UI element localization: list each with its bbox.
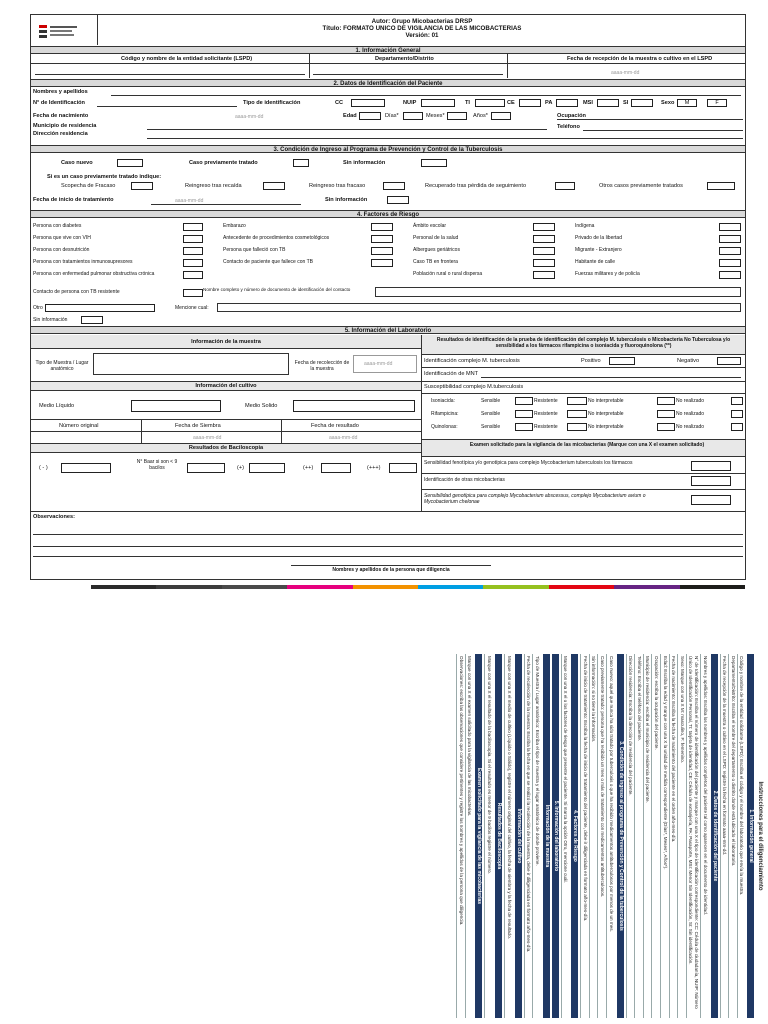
result-date-label: Fecha de resultado <box>311 423 359 429</box>
id-type-cc-label: CC <box>335 100 344 106</box>
occupation-label: Ocupación <box>557 113 586 119</box>
risk-col1-label: Persona con diabetes <box>33 223 82 229</box>
smear-plusplus-label: (++) <box>303 465 314 471</box>
risk-mention-label: Mencione cual: <box>175 305 209 311</box>
risk-col1-checkbox[interactable] <box>183 259 203 267</box>
contact-name-input[interactable] <box>375 287 741 297</box>
risk-no-info-checkbox[interactable] <box>81 316 103 324</box>
id-type-msi-label: MSI <box>583 100 593 106</box>
sex-m-checkbox[interactable]: M <box>677 99 697 107</box>
exam-genotypic-checkbox[interactable] <box>691 495 731 505</box>
color-bar-segment <box>353 585 418 589</box>
smear-plus-checkbox[interactable] <box>249 463 285 473</box>
sus-sensible-label: Sensible <box>481 424 501 430</box>
instructions-paragraph: Marque con una X el resultado de la baciloscopia. Si el resultado es menor de 9 bacilos registre el número. <box>484 654 493 1018</box>
instructions-paragraph: Fecha de nacimiento: Escriba la fecha de nacimiento del paciente en el orden año-mes-día. <box>669 654 678 1018</box>
age-months-checkbox[interactable] <box>447 112 467 120</box>
collect-date-placeholder: aaaa-mm-dd <box>364 361 393 367</box>
observations-label: Observaciones: <box>33 514 75 520</box>
new-case-checkbox[interactable] <box>117 159 143 167</box>
smear-plusplus-checkbox[interactable] <box>321 463 351 473</box>
section-3-title: 3. Condición de Ingreso al Programa de Prevención y Control de la Tuberculosis <box>31 145 745 153</box>
section-2-title: 2. Datos de Identificación del Paciente <box>31 79 745 87</box>
id-type-ti-label: TI <box>465 100 470 106</box>
instructions-paragraph: N° de Identificación: Escriba el número de identificación del paciente y marque con una X el tipo de identificación correspondiente: CC: Cédula de ciudadanía, NUIP: Número Único de Identificación Personal, TI: tarjeta de identidad, CE: Cédula de extranjería, PA: Pasaporte, MSI: Menor Sin Identificación, SI: Sin identificación. <box>686 654 700 1018</box>
solid-medium-label: Medio Solido <box>245 403 278 409</box>
secretaria-logo <box>39 23 79 43</box>
liquid-medium-checkbox[interactable] <box>131 400 221 412</box>
age-months-label: Meses* <box>426 113 445 119</box>
observations-line-1[interactable] <box>33 521 743 535</box>
sus-resistente-checkbox[interactable] <box>567 423 587 431</box>
instructions-paragraph: Fecha de recolección de la muestra: Escriba la fecha en que se realizó la recolección de la muestra, debe ir diligenciada en formato año-mes-día. <box>524 654 533 1018</box>
no-info-2-label: Sin información <box>325 197 368 203</box>
exam-sensitivity-checkbox[interactable] <box>691 461 731 471</box>
sow-date-input[interactable]: aaaa-mm-dd <box>193 435 222 441</box>
risk-col2-checkbox[interactable] <box>371 247 393 255</box>
entity-code-label: Código y nombre de la entidad solicitante (LSPD) <box>121 56 253 62</box>
instructions-section-header: 3. Condición de ingreso al programa de Prevención y Control de la tuberculosis <box>617 654 624 1018</box>
sus-no-realizado-label: No realizado <box>676 398 705 404</box>
risk-col2-checkbox[interactable] <box>371 259 393 267</box>
no-info-label: Sin información <box>343 160 386 166</box>
id-results-title: Resultados de identificación de la prueba de identificación del complejo M. tuberculosis o Micobacteria No Tuberculosa y/o sensibilidad a los fármacos rifampicina o isoniacida y fluoroquinolona (**) <box>436 337 731 349</box>
instructions-section-header: 2. Datos de identificación del paciente <box>711 654 718 1018</box>
header-title: Título: FORMATO UNICO DE VIGILANCIA DE LAS MICOBACTERIAS <box>322 25 522 32</box>
result-date-input[interactable]: aaaa-mm-dd <box>329 435 358 441</box>
exam-sensitivity-label: Sensibilidad fenotípica y/o genotípica para complejo Mycobacterium tuberculosis los fármacos <box>424 460 633 466</box>
solid-medium-checkbox[interactable] <box>293 400 415 412</box>
id-type-label: Tipo de identificación <box>243 100 301 106</box>
sus-sensible-label: Sensible <box>481 411 501 417</box>
id-type-ti-checkbox[interactable] <box>475 99 505 107</box>
sus-no-realizado-checkbox[interactable] <box>731 410 743 418</box>
age-years-checkbox[interactable] <box>491 112 511 120</box>
treatment-start-label: Fecha de inicio de tratamiento <box>33 197 114 203</box>
treatment-start-field[interactable] <box>151 196 301 205</box>
color-bar-segment <box>483 585 548 589</box>
instructions-section-header: Información del cultivo <box>515 654 522 1018</box>
risk-other-checkbox[interactable] <box>45 304 155 312</box>
risk-col1-checkbox[interactable] <box>183 289 203 297</box>
risk-col3-checkbox[interactable] <box>533 259 555 267</box>
smear-plusplusplus-checkbox[interactable] <box>389 463 417 473</box>
new-case-label: Caso nuevo <box>61 160 93 166</box>
collect-date-input[interactable] <box>353 355 417 373</box>
mnt-id-input[interactable] <box>481 370 741 378</box>
risk-col4-checkbox[interactable] <box>719 247 741 255</box>
header-author: Autor: Grupo Micobacterias DRSP <box>371 18 473 25</box>
observations-line-2[interactable] <box>33 535 743 547</box>
collect-date-label: Fecha de recolección de la muestra <box>294 360 350 372</box>
risk-col1-checkbox[interactable] <box>183 247 203 255</box>
sus-sensible-checkbox[interactable] <box>515 410 533 418</box>
risk-col4-checkbox[interactable] <box>719 259 741 267</box>
smear-results-header <box>31 443 421 453</box>
risk-col3-label: Albergues geriátricos <box>413 247 460 253</box>
exam-title: Examen solicitado para la vigilancia de las micobacterias (Marque con una X el examen solicitado) <box>469 442 705 448</box>
instructions-paragraph: Caso previamente tratado: persona que ha recibido un mes o más de tratamiento con medicamentos antituberculosos. <box>598 654 607 1018</box>
option-otros-label: Otros casos previamente tratados <box>599 183 683 189</box>
instructions-section-header: Información de la muestra <box>543 654 550 1018</box>
sus-no-interpretable-label: No interpretable <box>588 398 624 404</box>
instructions-paragraph: Teléfono: Escriba el teléfono del paciente. <box>634 654 643 1018</box>
instructions-paragraph: Fecha de recepción de la muestra o cultivo en el LSPD: registre la fecha en formato aaaa-mm-dd. <box>720 654 729 1018</box>
risk-other-label: Otro <box>33 305 43 311</box>
risk-col1-checkbox[interactable] <box>183 235 203 243</box>
exam-genotypic-label: Sensibilidad genotípica para complejo Mycobacterium abscessus, complejo Mycobacterium avium o Mycobacterium chelonae <box>424 493 646 505</box>
id-type-nuip-label: NUIP <box>403 100 417 106</box>
sus-no-realizado-checkbox[interactable] <box>731 423 743 431</box>
age-years-label: Años* <box>473 113 488 119</box>
risk-mention-input[interactable] <box>217 303 741 312</box>
mnt-id-label: Identificación de MNT <box>424 371 479 377</box>
positive-label: Positivo <box>581 358 601 364</box>
sus-no-interpretable-label: No interpretable <box>588 424 624 430</box>
sus-no-realizado-label: No realizado <box>676 424 705 430</box>
instructions-paragraph: Edad: Escriba la edad y marque con una X la unidad de medida correspondiente (Días*, Meses*, Años*). <box>660 654 669 1018</box>
municipality-input[interactable] <box>147 122 547 130</box>
risk-col1-label: Contacto de persona con TB resistente <box>33 289 120 295</box>
instructions-title: Instrucciones para el diligenciamiento <box>757 781 763 891</box>
id-type-ce-label: CE <box>507 100 515 106</box>
instructions-paragraph: Código y nombre de la entidad solicitante (LSPD): Escriba el código y el nombre del laboratorio que envía la muestra. <box>737 654 746 1018</box>
liquid-medium-label: Medio Líquido <box>39 403 75 409</box>
address-input[interactable] <box>147 131 743 139</box>
instructions-paragraph: Departamento/Distrito: Escriba el nombre del departamento o distrito donde está ubicado el laboratorio. <box>728 654 737 1018</box>
id-type-nuip-checkbox[interactable] <box>421 99 455 107</box>
risk-col1-label: Persona con desnutrición <box>33 247 90 253</box>
sus-no-interpretable-checkbox[interactable] <box>657 397 675 405</box>
instructions-paragraph: Municipio de residencia: escriba el municipio de residencia del paciente. <box>643 654 652 1018</box>
risk-col2-label: Persona que falleció con TB <box>223 247 286 253</box>
names-label: Nombres y apellidos <box>33 89 88 95</box>
risk-col1-label: Persona que vive con VIH <box>33 235 91 241</box>
instructions-paragraph: Marque con una X el examen solicitado para la vigilancia de las micobacterias. <box>465 654 474 1018</box>
exam-other-id-checkbox[interactable] <box>691 476 731 486</box>
id-type-pa-label: PA <box>545 100 553 106</box>
risk-col1-label: Persona con enfermedad pulmonar obstructiva crónica <box>33 271 155 277</box>
smear-plus-label: (+) <box>237 465 244 471</box>
id-type-ce-checkbox[interactable] <box>519 99 541 107</box>
option-recaida-label: Reingreso tras recaída <box>185 183 242 189</box>
drug-label: Quinolonas: <box>431 424 458 430</box>
risk-col4-label: Migrante - Extranjero <box>575 247 622 253</box>
id-type-si-label: SI <box>623 100 629 106</box>
instructions-paragraph: Marque con una X el medio de cultivo (Líquido o Sólido), registre el número original del cultivo, la fecha de siembra y la fecha de resultado. <box>504 654 513 1018</box>
section-1-title: 1. Información General <box>31 46 745 54</box>
department-label: Departamento/Distrito <box>375 56 434 62</box>
municipality-label: Municipio de residencia <box>33 123 97 129</box>
birth-date-input[interactable]: aaaa-mm-dd <box>235 114 264 120</box>
sex-f-checkbox[interactable]: F <box>707 99 727 107</box>
smear-count-label: N° Baar si son < 9 bacilos <box>136 459 178 471</box>
risk-col4-checkbox[interactable] <box>719 235 741 243</box>
phone-input[interactable] <box>583 123 743 131</box>
risk-col1-checkbox[interactable] <box>183 223 203 231</box>
smear-results-title: Resultados de Baciloscopia <box>188 445 264 451</box>
sample-type-label: Tipo de Muestra / Lugar anatómico <box>35 360 89 372</box>
entity-code-input[interactable] <box>35 65 305 75</box>
sample-info-title: Información de la muestra <box>191 339 261 345</box>
sus-no-interpretable-checkbox[interactable] <box>657 423 675 431</box>
instructions-section-header: Examen solicitado para la vigilancia de las micobacterias <box>475 654 482 1018</box>
exam-other-id-label: Identificación de otras micobacterias <box>424 477 505 483</box>
form-page <box>30 14 746 580</box>
color-bar-segment <box>614 585 679 589</box>
sus-no-realizado-checkbox[interactable] <box>731 397 743 405</box>
risk-col4-label: Indígena <box>575 223 595 229</box>
sus-resistente-label: Resistente <box>534 424 558 430</box>
color-bar-segment <box>156 585 221 589</box>
phone-label: Teléfono <box>557 124 580 130</box>
age-days-label: Días* <box>385 113 399 119</box>
color-bar-segment <box>680 585 745 589</box>
risk-col3-checkbox[interactable] <box>533 223 555 231</box>
option-recaida-checkbox[interactable] <box>263 182 285 190</box>
smear-count-input[interactable] <box>187 463 225 473</box>
sus-no-realizado-label: No realizado <box>676 411 705 417</box>
sus-resistente-label: Resistente <box>534 398 558 404</box>
reception-date-label: Fecha de recepción de la muestra o cultivo en el LSPD <box>567 56 713 62</box>
color-bar-segment <box>91 585 156 589</box>
names-input[interactable] <box>111 88 741 96</box>
risk-col4-label: Habitante de calle <box>575 259 616 265</box>
id-number-label: N° de Identificación <box>33 100 85 106</box>
no-info-checkbox[interactable] <box>421 159 447 167</box>
exam-header <box>422 439 745 457</box>
risk-col4-checkbox[interactable] <box>719 223 741 231</box>
section-5-title: 5. Información del Laboratorio <box>31 326 745 334</box>
age-days-checkbox[interactable] <box>403 112 423 120</box>
instructions-section-header: 4. Factores de Riesgo <box>571 654 578 1018</box>
instructions-paragraph: Caso nuevo: aquel que nunca ha sido tratado por tuberculosis o que ha recibido medicamentos antituberculosos por menos de un mes. <box>606 654 615 1018</box>
instructions-paragraph: Fecha de inicio de tratamiento: Escriba la fecha de inicio de tratamiento del paciente, debe ir diligenciada en formato año-mes-día. <box>580 654 589 1018</box>
risk-col2-label: Contacto de paciente que fallece con TB <box>223 259 313 265</box>
sus-no-interpretable-label: No interpretable <box>588 411 624 417</box>
id-type-cc-checkbox[interactable] <box>351 99 385 107</box>
id-type-msi-checkbox[interactable] <box>597 99 619 107</box>
risk-col3-label: Caso TB en frontera <box>413 259 458 265</box>
smear-negative-label: ( - ) <box>39 465 48 471</box>
color-bar-segment <box>287 585 352 589</box>
id-type-pa-checkbox[interactable] <box>556 99 578 107</box>
id-results-header <box>422 335 745 355</box>
drug-label: Isoniacida: <box>431 398 455 404</box>
option-fracaso-label: Scopecha de Fracaso <box>61 183 116 189</box>
option-otros-checkbox[interactable] <box>707 182 735 190</box>
sus-resistente-checkbox[interactable] <box>567 410 587 418</box>
risk-col1-checkbox[interactable] <box>183 271 203 279</box>
instructions-paragraph: Tipo de Muestra / Lugar anatómico: Escriba el tipo de muestra y el lugar anatómico de donde proviene. <box>532 654 541 1018</box>
drug-label: Rifampicina: <box>431 411 459 417</box>
treatment-start-input[interactable]: aaaa-mm-dd <box>175 198 204 204</box>
indicate-label: Si es un caso previamente tratado indique: <box>47 174 162 180</box>
sow-date-label: Fecha de Siembra <box>175 423 221 429</box>
sus-no-interpretable-checkbox[interactable] <box>657 410 675 418</box>
sample-type-input[interactable] <box>93 353 289 375</box>
instructions-column <box>456 654 762 1018</box>
negative-label: Negativo <box>677 358 700 364</box>
instructions-paragraph: Sexo: Marque con una X M: masculino, F: femenino. <box>677 654 686 1018</box>
mtb-positive-checkbox[interactable] <box>609 357 635 365</box>
color-bar-segment <box>418 585 483 589</box>
sus-resistente-checkbox[interactable] <box>567 397 587 405</box>
prev-treated-checkbox[interactable] <box>293 159 309 167</box>
susceptibility-label: Susceptibilidad complejo M.tuberculosis <box>424 384 524 390</box>
option-reingreso-fracaso-checkbox[interactable] <box>383 182 405 190</box>
culture-info-title: Información del cultivo <box>195 383 257 389</box>
option-fracaso-checkbox[interactable] <box>131 182 153 190</box>
sample-info-header <box>31 335 421 349</box>
mtb-id-label: Identificación complejo M. tuberculosis <box>424 358 520 364</box>
observations-line-3[interactable] <box>33 547 743 557</box>
instructions-paragraph: Ocupación: escriba la ocupación del paciente. <box>651 654 660 1018</box>
contact-note-label: Nombre completo y número de documento de identificación del contacto <box>203 287 351 292</box>
section-4-title: 4. Factores de Riesgo <box>31 210 745 218</box>
occupation-input[interactable] <box>557 119 743 120</box>
risk-col1-label: Persona con tratamientos inmunosupresores <box>33 259 133 265</box>
option-reingreso-fracaso-label: Reingreso tras fracaso <box>309 183 366 189</box>
risk-col3-checkbox[interactable] <box>533 271 555 279</box>
risk-col4-label: Privado de la libertad <box>575 235 622 241</box>
id-type-si-checkbox[interactable] <box>631 99 653 107</box>
risk-col2-label: Antecedente de procedimientos cosmetológicos <box>223 235 330 241</box>
smear-plusplusplus-label: (+++) <box>367 465 381 471</box>
option-recuperado-checkbox[interactable] <box>555 182 575 190</box>
risk-no-info-label: Sin información <box>33 317 68 323</box>
birth-date-label: Fecha de nacimiento <box>33 113 89 119</box>
department-input[interactable] <box>313 65 503 75</box>
instructions-paragraph: Observaciones: escriba las observaciones que considere pertinentes y registre los nombres y apellidos de la persona que diligencia. <box>456 654 465 1018</box>
risk-col3-label: Personal de la salud <box>413 235 459 241</box>
original-number-label: Número original <box>59 423 99 429</box>
signer-label: Nombres y apellidos de la persona que diligencia <box>332 567 450 573</box>
original-number-input[interactable] <box>35 432 137 442</box>
header-version: Versión: 01 <box>405 32 439 39</box>
mtb-negative-checkbox[interactable] <box>717 357 741 365</box>
sus-resistente-label: Resistente <box>534 411 558 417</box>
instructions-section-header: Resultados de Baciloscopia <box>495 654 502 1018</box>
option-recuperado-label: Recuperado tras pérdida de seguimiento <box>425 183 527 189</box>
sex-label: Sexo <box>661 100 675 106</box>
sus-sensible-checkbox[interactable] <box>515 423 533 431</box>
risk-col3-checkbox[interactable] <box>533 247 555 255</box>
instructions-section-header: 5. Información del laboratorio <box>552 654 559 1018</box>
risk-col2-label: Embarazo <box>223 223 246 229</box>
reception-date-input[interactable]: aaaa-mm-dd <box>611 70 640 76</box>
sus-sensible-label: Sensible <box>481 398 501 404</box>
color-bar-segment <box>549 585 614 589</box>
risk-col4-label: Fuerzas militares y de policía <box>575 271 640 277</box>
no-info-2-checkbox[interactable] <box>387 196 409 204</box>
risk-col3-label: Ámbito escolar <box>413 223 447 229</box>
risk-col3-checkbox[interactable] <box>533 235 555 243</box>
color-bar-segment <box>222 585 287 589</box>
id-number-input[interactable] <box>97 99 237 107</box>
instructions-paragraph: Dirección residencia: Escriba la dirección de residencia del paciente. <box>626 654 635 1018</box>
age-input[interactable] <box>359 112 381 120</box>
risk-col2-checkbox[interactable] <box>371 235 393 243</box>
prev-treated-label: Caso previamente tratado <box>189 160 258 166</box>
age-label: Edad <box>343 113 357 119</box>
instructions-paragraph: Sin información: si no tiene la información. <box>589 654 598 1018</box>
address-label: Dirección residencia <box>33 131 88 137</box>
brand-color-bar <box>91 585 745 589</box>
risk-col4-checkbox[interactable] <box>719 271 741 279</box>
instructions-paragraph: Nombres y apellidos: Escriba los nombres y apellidos completos del paciente tal como aparecen en el documento de identidad. <box>700 654 709 1018</box>
instructions-paragraph: Marque con una X el o los factores de riesgo que presente el paciente. Si marca la opción Otro, mencione cuál. <box>561 654 570 1018</box>
sus-sensible-checkbox[interactable] <box>515 397 533 405</box>
risk-col2-checkbox[interactable] <box>371 223 393 231</box>
culture-info-header <box>31 381 421 391</box>
instructions-section-header: 1. Información general <box>747 654 754 1018</box>
smear-negative-checkbox[interactable] <box>61 463 111 473</box>
risk-col3-label: Población rural o rural dispersa <box>413 271 483 277</box>
instructions-page <box>0 648 768 1024</box>
